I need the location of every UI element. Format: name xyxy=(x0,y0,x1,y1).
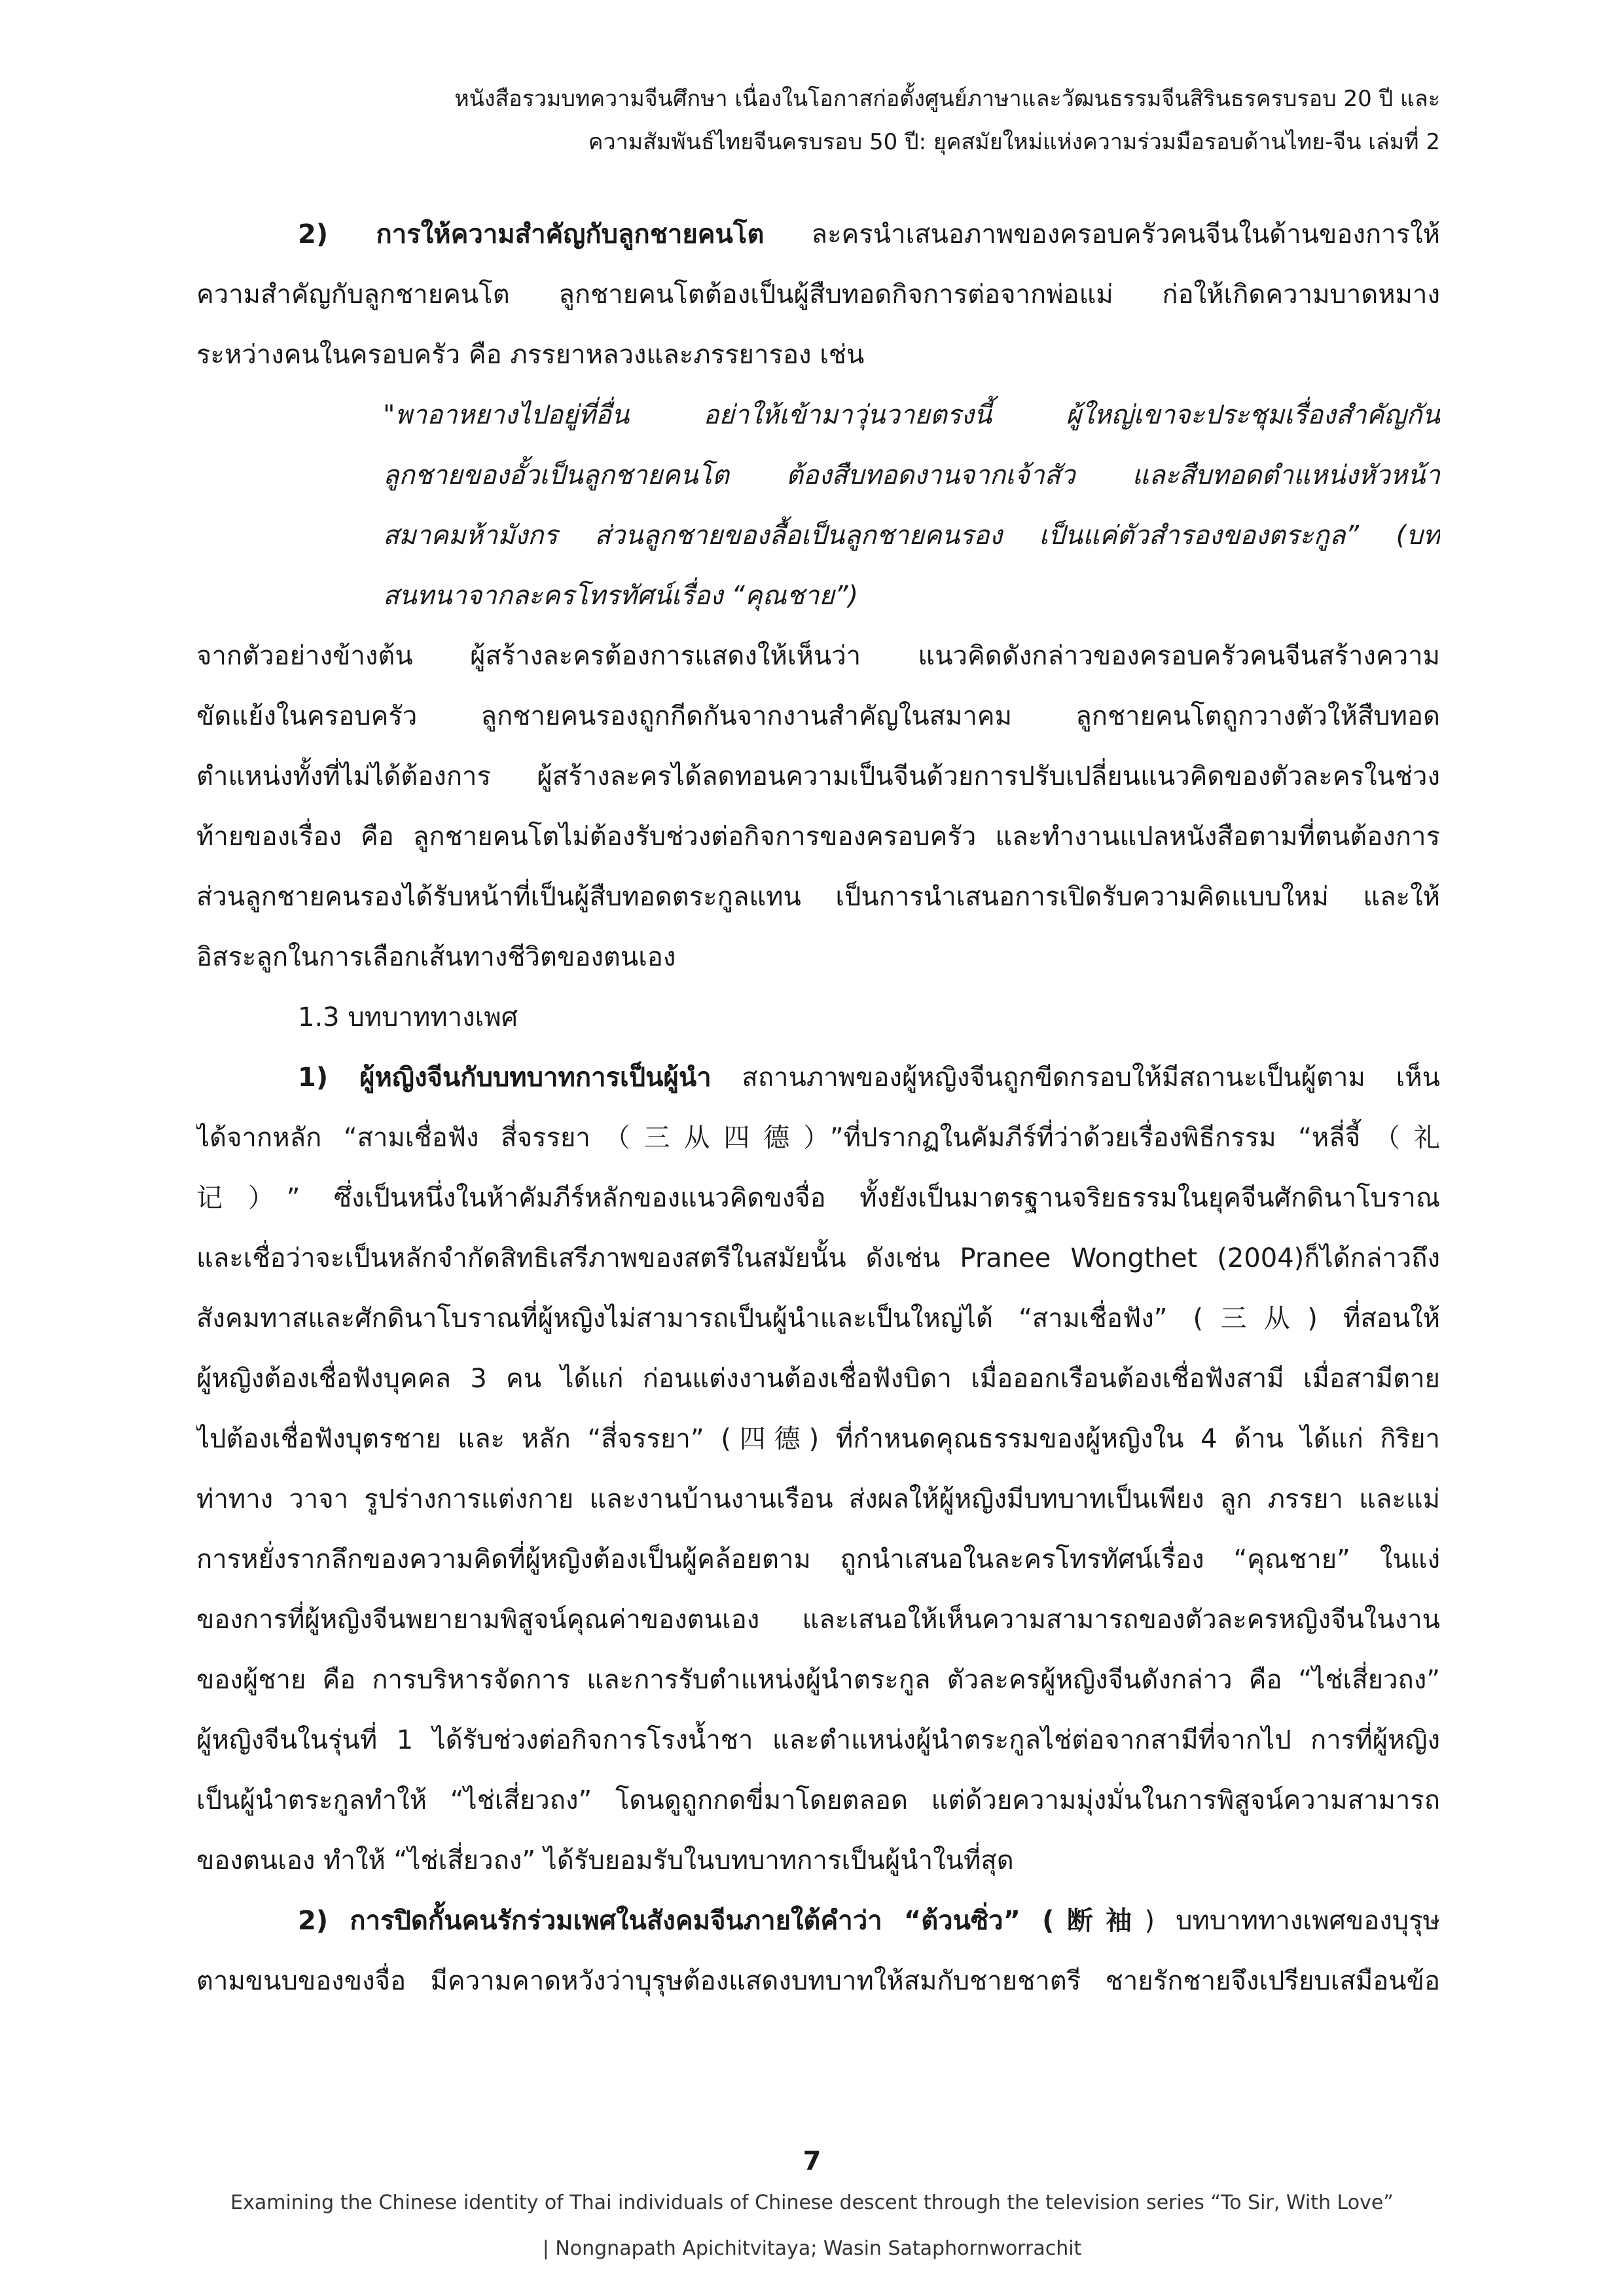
section-heading: 1.3 บทบาททางเพศ xyxy=(298,1002,518,1032)
paragraph-line: 2) การปิดกั้นคนรักร่วมเพศในสังคมจีนภายใต้คำว่า “ต้วนซิ่ว” (断袖) บทบาททางเพศของบุรุษ xyxy=(298,1906,1440,1936)
paragraph-line: จากตัวอย่างข้างต้น ผู้สร้างละครต้องการแสดงให้เห็นว่า แนวคิดดังกล่าวของครอบครัวคนจีนสร้างความ xyxy=(196,641,1440,671)
footer-title: Examining the Chinese identity of Thai individuals of Chinese descent through the television series “To Sir, With Love” xyxy=(230,2191,1394,2214)
paragraph-line: ระหว่างคนในครอบครัว คือ ภรรยาหลวงและภรรยารอง เช่น xyxy=(196,340,865,370)
paragraph-line: ตำแหน่งทั้งที่ไม่ได้ต้องการ ผู้สร้างละครได้ลดทอนความเป็นจีนด้วยการปรับเปลี่ยนแนวคิดของตัวละครในช่วง xyxy=(196,761,1440,792)
quote-line: สนทนาจากละครโทรทัศน์เรื่อง “คุณชาย”) xyxy=(383,581,859,611)
paragraph-line: ไปต้องเชื่อฟังบุตรชาย และ หลัก “สี่จรรยา” (四德) ที่กำหนดคุณธรรมของผู้หญิงใน 4 ด้าน ได้แก่ กิริยา xyxy=(196,1424,1440,1454)
paragraph-line: ความสำคัญกับลูกชายคนโต ลูกชายคนโตต้องเป็นผู้สืบทอดกิจการต่อจากพ่อแม่ ก่อให้เกิดความบาดหมาง xyxy=(196,280,1440,310)
running-header xyxy=(196,77,1440,164)
paragraph-heading: 1) ผู้หญิงจีนกับบทบาทการเป็นผู้นำ xyxy=(298,1063,712,1093)
paragraph-line: ผู้หญิงต้องเชื่อฟังบุคคล 3 คน ได้แก่ ก่อนแต่งงานต้องเชื่อฟังบิดา เมื่อออกเรือนต้องเชื่อฟังสามี เมื่อสามีตาย xyxy=(196,1364,1440,1394)
running-footer xyxy=(131,2180,1493,2272)
paragraph-line: 记）” ซึ่งเป็นหนึ่งในห้าคัมภีร์หลักของแนวคิดขงจื่อ ทั้งยังเป็นมาตรฐานจริยธรรมในยุคจีนศักดินาโบราณ xyxy=(196,1183,1440,1213)
paragraph-line: อิสระลูกในการเลือกเส้นทางชีวิตของตนเอง xyxy=(196,942,676,972)
paragraph-line: ผู้หญิงจีนในรุ่นที่ 1 ได้รับช่วงต่อกิจการโรงน้ำชา และตำแหน่งผู้นำตระกูลไช่ต่อจากสามีที่จากไป การที่ผู้หญิง xyxy=(196,1725,1440,1755)
paragraph-line: 2) การให้ความสำคัญกับลูกชายคนโต ละครนำเสนอภาพของครอบครัวคนจีนในด้านของการให้ xyxy=(298,219,1440,249)
paragraph-line: และเชื่อว่าจะเป็นหลักจำกัดสิทธิเสรีภาพของสตรีในสมัยนั้น ดังเช่น Pranee Wongthet (2004)ก็ได้กล่าวถึง xyxy=(196,1243,1440,1273)
paragraph-line: ส่วนลูกชายคนรองได้รับหน้าที่เป็นผู้สืบทอดตระกูลแทน เป็นการนำเสนอการเปิดรับความคิดแบบใหม่ และให้ xyxy=(196,882,1440,912)
body-text xyxy=(196,204,1440,2011)
quote-line: สมาคมห้ามังกร ส่วนลูกชายของลื้อเป็นลูกชายคนรอง เป็นแค่ตัวสำรองของตระกูล” (บท xyxy=(383,520,1440,551)
paragraph-line: ขัดแย้งในครอบครัว ลูกชายคนรองถูกกีดกันจากงานสำคัญในสมาคม ลูกชายคนโตถูกวางตัวให้สืบทอด xyxy=(196,701,1440,731)
footer-authors: | Nongnapath Apichitvitaya; Wasin Sataphornworrachit xyxy=(542,2237,1082,2260)
paragraph-line: 1) ผู้หญิงจีนกับบทบาทการเป็นผู้นำ สถานภาพของผู้หญิงจีนถูกขีดกรอบให้มีสถานะเป็นผู้ตาม เห็น xyxy=(298,1063,1440,1093)
paragraph-line: ตามขนบของขงจื่อ มีความคาดหวังว่าบุรุษต้องแสดงบทบาทให้สมกับชายชาตรี ชายรักชายจึงเปรียบเสมือนข้อ xyxy=(196,1966,1440,1996)
paragraph-line: ท้ายของเรื่อง คือ ลูกชายคนโตไม่ต้องรับช่วงต่อกิจการของครอบครัว และทำงานแปลหนังสือตามที่ตนต้องการ xyxy=(196,822,1440,852)
paragraph-line: ท่าทาง วาจา รูปร่างการแต่งกาย และงานบ้านงานเรือน ส่งผลให้ผู้หญิงมีบทบาทเป็นเพียง ลูก ภรรยา และแม่ xyxy=(196,1484,1440,1514)
paragraph-heading: 2) การให้ความสำคัญกับลูกชายคนโต xyxy=(298,219,765,249)
paragraph-heading: 2) การปิดกั้นคนรักร่วมเพศในสังคมจีนภายใต้คำว่า “ต้วนซิ่ว” (断袖 xyxy=(298,1906,1145,1936)
paragraph-line: ของผู้ชาย คือ การบริหารจัดการ และการรับตำแหน่งผู้นำตระกูล ตัวละครผู้หญิงจีนดังกล่าว คือ “ไช่เสี่ยวถง” xyxy=(196,1665,1440,1695)
paragraph-line: การหยั่งรากลึกของความคิดที่ผู้หญิงต้องเป็นผู้คล้อยตาม ถูกนำเสนอในละครโทรทัศน์เรื่อง “คุณชาย” ในแง่ xyxy=(196,1544,1440,1575)
header-line-2: ความสัมพันธ์ไทยจีนครบรอบ 50 ปี: ยุคสมัยใหม่แห่งความร่วมมือรอบด้านไทย-จีน เล่มที่ 2 xyxy=(588,129,1440,155)
paragraph-line: ของตนเอง ทำให้ “ไช่เสี่ยวถง” ได้รับยอมรับในบทบาทการเป็นผู้นำในที่สุด xyxy=(196,1846,1014,1876)
header-line-1: หนังสือรวมบทความจีนศึกษา เนื่องในโอกาสก่อตั้งศูนย์ภาษาและวัฒนธรรมจีนสิรินธรครบรอบ 20 ปี และ xyxy=(454,86,1440,112)
page-number: 7 xyxy=(803,2146,821,2176)
paragraph-line: ได้จากหลัก “สามเชื่อฟัง สี่จรรยา（三从四德）”ที่ปรากฏในคัมภีร์ที่ว่าด้วยเรื่องพิธีกรรม “หลี่จี้（礼 xyxy=(196,1123,1440,1153)
paragraph-line: สังคมทาสและศักดินาโบราณที่ผู้หญิงไม่สามารถเป็นผู้นำและเป็นใหญ่ได้ “สามเชื่อฟัง” (三从) ที่สอนให้ xyxy=(196,1303,1440,1334)
quote-line: "พาอาหยางไปอยู่ที่อื่น อย่าให้เข้ามาวุ่นวายตรงนี้ ผู้ใหญ่เขาจะประชุมเรื่องสำคัญกัน xyxy=(383,400,1440,430)
quote-line: ลูกชายของอั้วเป็นลูกชายคนโต ต้องสืบทอดงานจากเจ้าสัว และสืบทอดตำแหน่งหัวหน้า xyxy=(383,460,1440,490)
paragraph-line: เป็นผู้นำตระกูลทำให้ “ไช่เสี่ยวถง” โดนดูถูกกดขี่มาโดยตลอด แต่ด้วยความมุ่งมั่นในการพิสูจน์ความสามารถ xyxy=(196,1785,1440,1815)
paragraph-line: ของการที่ผู้หญิงจีนพยายามพิสูจน์คุณค่าของตนเอง และเสนอให้เห็นความสามารถของตัวละครหญิงจีนในงาน xyxy=(196,1605,1440,1635)
